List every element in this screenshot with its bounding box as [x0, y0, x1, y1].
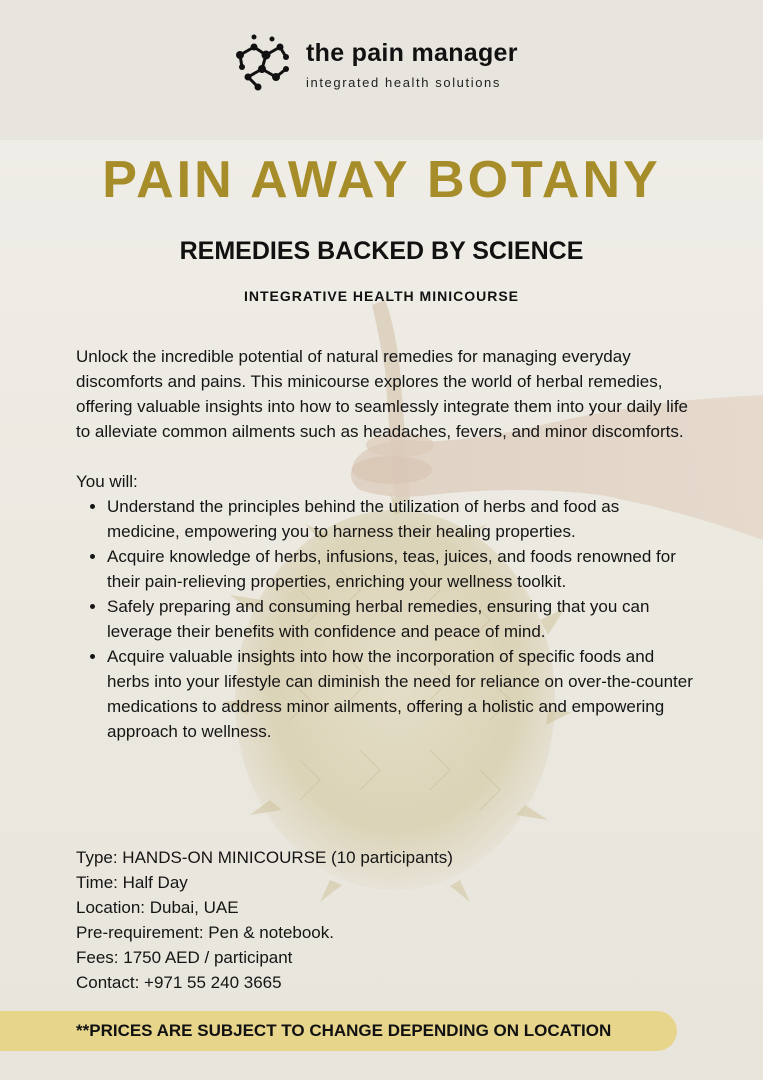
course-description	[76, 344, 696, 744]
list-item: • Understand the principles behind the utilization of herbs and food as medicine, empowering you to harness their healing properties.	[107, 494, 696, 544]
course-details	[76, 845, 676, 995]
brand-name: the pain manager	[306, 39, 518, 67]
detail-prerequirement: Pre-requirement: Pen & notebook.	[76, 923, 334, 942]
page-subtitle: REMEDIES BACKED BY SCIENCE	[179, 237, 584, 265]
price-notice-text: **PRICES ARE SUBJECT TO CHANGE DEPENDING ON LOCATION	[76, 1021, 612, 1040]
page-title: PAIN AWAY BOTANY	[102, 151, 661, 209]
detail-type: Type: HANDS-ON MINICOURSE (10 participants)	[76, 848, 453, 867]
detail-location: Location: Dubai, UAE	[76, 898, 239, 917]
benefits-list	[76, 494, 696, 744]
list-item: • Acquire valuable insights into how the incorporation of specific foods and herbs into your lifestyle can diminish the need for reliance on over-the-counter medications to address minor ailments, offering a holistic and empowering approach to wellness.	[107, 644, 696, 744]
list-item: • Acquire knowledge of herbs, infusions, teas, juices, and foods renowned for their pain-relieving properties, enriching your wellness toolkit.	[107, 544, 696, 594]
detail-fees: Fees: 1750 AED / participant	[76, 948, 293, 967]
detail-contact: Contact: +971 55 240 3665	[76, 973, 282, 992]
brand-tagline: integrated health solutions	[306, 75, 501, 90]
list-item: • Safely preparing and consuming herbal remedies, ensuring that you can leverage their benefits with confidence and peace of mind.	[107, 594, 696, 644]
brand-logo	[232, 33, 532, 93]
molecule-network-icon	[232, 33, 294, 95]
detail-time: Time: Half Day	[76, 873, 188, 892]
course-kicker: INTEGRATIVE HEALTH MINICOURSE	[243, 288, 520, 304]
intro-paragraph: Unlock the incredible potential of natural remedies for managing everyday discomforts and pains. This minicourse explores the world of herbal remedies, offering valuable insights into how to seamlessly integrate them into your daily life to alleviate common ailments such as headaches, fevers, and minor discomforts.	[76, 347, 689, 441]
price-notice-bar	[0, 1011, 677, 1051]
you-will-label: You will:	[76, 472, 138, 491]
